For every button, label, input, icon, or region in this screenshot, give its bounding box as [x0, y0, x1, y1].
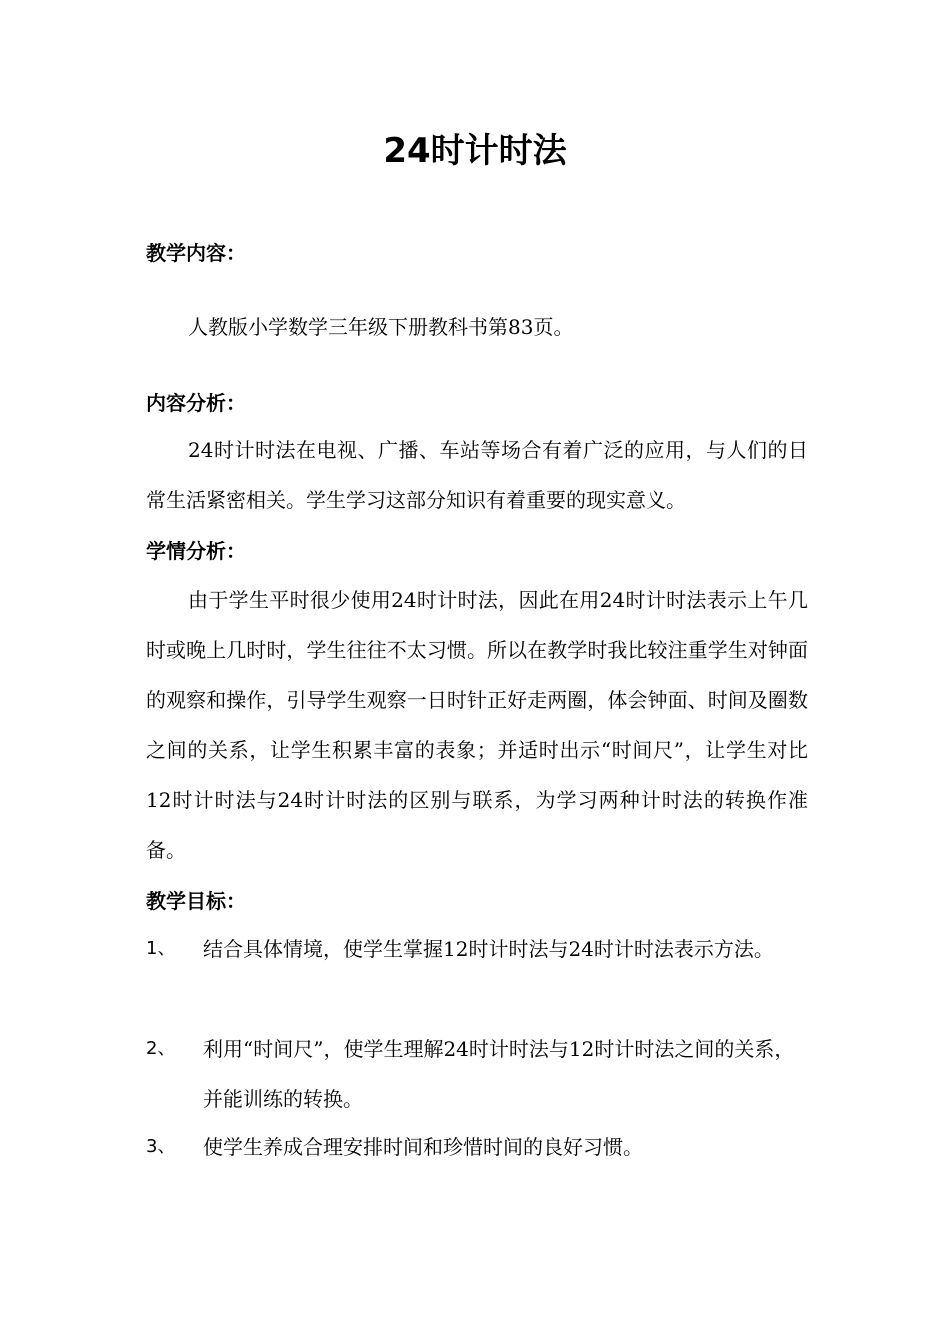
goal-number: 3、 — [146, 1136, 176, 1157]
goal-text: 利用“时间尺”，使学生理解24时计时法与12时计时法之间的关系，并能训练的转换。 — [203, 1037, 795, 1111]
goal-text: 使学生养成合理安排时间和珍惜时间的良好习惯。 — [203, 1135, 643, 1159]
document-title: 24时计时法 — [383, 131, 567, 171]
goal-number: 2、 — [146, 1038, 176, 1059]
goal-item — [146, 924, 808, 974]
heading-content-analysis: 内容分析： — [146, 391, 246, 415]
student-analysis-text: 由于学生平时很少使用24时计时法，因此在用24时计时法表示上午几时或晚上几时时，学生往往不太习惯。所以在教学时我比较注重学生对钟面的观察和操作，引导学生观察一日时针正好走两圈，体会钟面、时间及圈数之间的关系，让学生积累丰富的表象；并适时出示“时间尺”，让学生对比12时计时法与24时计时法的区别与联系，为学习两种计时法的转换作准备。 — [146, 588, 808, 862]
goal-item — [146, 1122, 808, 1172]
content-analysis-text: 24时计时法在电视、广播、车站等场合有着广泛的应用，与人们的日常生活紧密相关。学生学习这部分知识有着重要的现实意义。 — [146, 438, 808, 512]
heading-student-analysis: 学情分析： — [146, 539, 246, 563]
heading-teaching-goals: 教学目标： — [146, 889, 246, 913]
goal-item — [146, 1024, 808, 1124]
goal-number: 1、 — [146, 938, 176, 959]
goal-text: 结合具体情境，使学生掌握12时计时法与24时计时法表示方法。 — [203, 937, 774, 961]
heading-teaching-content: 教学内容： — [146, 241, 246, 265]
teaching-content-text: 人教版小学数学三年级下册教科书第83页。 — [188, 315, 574, 339]
